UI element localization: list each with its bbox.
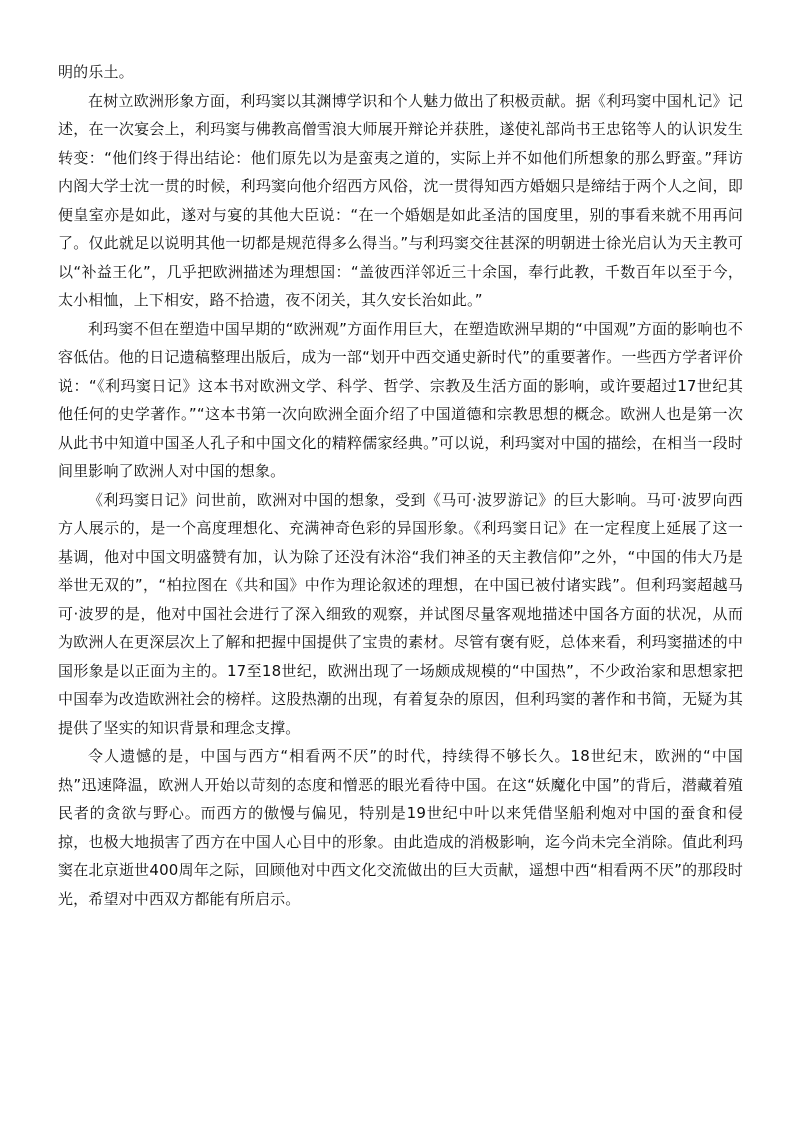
- paragraph-europe-image: 在树立欧洲形象方面，利玛窦以其渊博学识和个人魅力做出了积极贡献。据《利玛窦中国札记》记述，在一次宴会上，利玛窦与佛教高僧雪浪大师展开辩论并获胜，遂使礼部尚书王忠铭等人的认识发生转变：“他们终于得出结论：他们原先以为是蛮夷之道的，实际上并不如他们所想象的那么野蛮。”拜访内阁大学士沈一贯的时候，利玛窦向他介绍西方风俗，沈一贯得知西方婚姻只是缔结于两个人之间，即便皇室亦是如此，遂对与宴的其他大臣说：“在一个婚姻是如此圣洁的国度里，别的事看来就不用再问了。仅此就足以说明其他一切都是规范得多么得当。”与利玛窦交往甚深的明朝进士徐光启认为天主教可以“补益王化”，几乎把欧洲描述为理想国：“盖彼西洋邻近三十余国，奉行此教，千数百年以至于今，太小相恤，上下相安，路不拾遗，夜不闭关，其久安长治如此。”: [58, 91, 743, 309]
- paragraph-ricci-diary: 《利玛窦日记》问世前，欧洲对中国的想象，受到《马可·波罗游记》的巨大影响。马可·波罗向西方人展示的，是一个高度理想化、充满神奇色彩的异国形象。《利玛窦日记》在一定程度上延展了这一基调，他对中国文明盛赞有加，认为除了还没有沐浴“我们神圣的天主教信仰”之外，“中国的伟大乃是举世无双的”，“柏拉图在《共和国》中作为理论叙述的理想，在中国已被付诸实践”。但利玛窦超越马可·波罗的是，他对中国社会进行了深入细致的观察，并试图尽量客观地描述中国各方面的状况，从而为欧洲人在更深层次上了解和把握中国提供了宝贵的素材。尽管有褒有贬，总体来看，利玛窦描述的中国形象是以正面为主的。17至18世纪，欧洲出现了一场颇成规模的“中国热”，不少政治家和思想家把中国奉为改造欧洲社会的榜样。这股热潮的出现，有着复杂的原因，但利玛窦的著作和书简，无疑为其提供了坚实的知识背景和理念支撑。: [58, 490, 743, 737]
- paragraph-conclusion: 令人遗憾的是，中国与西方“相看两不厌”的时代，持续得不够长久。18世纪末，欧洲的“中国热”迅速降温，欧洲人开始以苛刻的态度和憎恶的眼光看待中国。在这“妖魔化中国”的背后，潜藏着殖民者的贪欲与野心。而西方的傲慢与偏见，特别是19世纪中叶以来凭借坚船利炮对中国的蚕食和侵掠，也极大地损害了西方在中国人心目中的形象。由此造成的消极影响，迄今尚未完全消除。值此利玛窦在北京逝世400周年之际，回顾他对中西文化交流做出的巨大贡献，遥想中西“相看两不厌”的那段时光，希望对中西双方都能有所启示。: [58, 747, 743, 908]
- document-page: [58, 58, 743, 913]
- paragraph-china-view: 利玛窦不但在塑造中国早期的“欧洲观”方面作用巨大，在塑造欧洲早期的“中国观”方面的影响也不容低估。他的日记遗稿整理出版后，成为一部“划开中西交通史新时代”的重要著作。一些西方学者评价说：“《利玛窦日记》这本书对欧洲文学、科学、哲学、宗教及生活方面的影响，或许要超过17世纪其他任何的史学著作。”“这本书第一次向欧洲全面介绍了中国道德和宗教思想的概念。欧洲人也是第一次从此书中知道中国圣人孔子和中国文化的精粹儒家经典。”可以说，利玛窦对中国的描绘，在相当一段时间里影响了欧洲人对中国的想象。: [58, 319, 743, 480]
- paragraph-continuation: 明的乐土。: [58, 63, 134, 81]
